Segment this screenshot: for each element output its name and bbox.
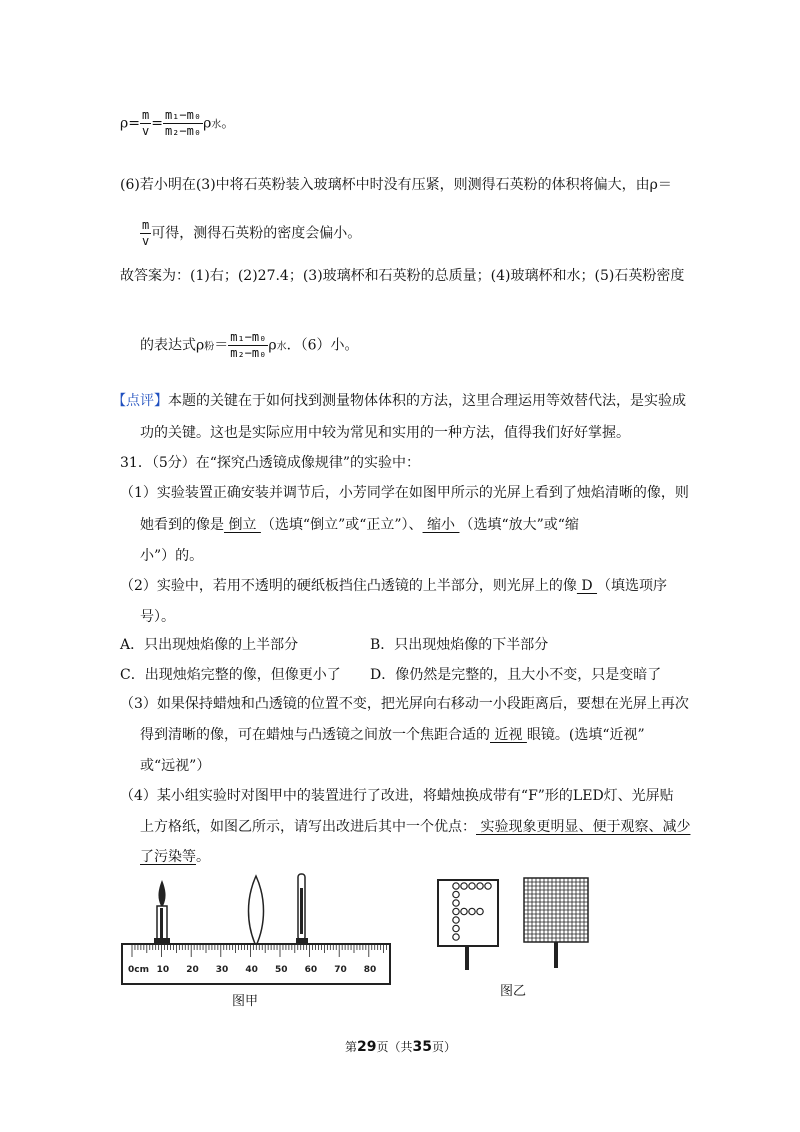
q2-line2: 号）。 bbox=[140, 609, 175, 625]
q3-line1: （3）如果保持蜡烛和凸透镜的位置不变，把光屏向右移动一小段距离后，要想在光屏上再次 bbox=[120, 696, 689, 712]
q4-line1: （4）某小组实验时对图甲中的装置进行了改进，将蜡烛换成带有“F”形的LED灯、光屏贴 bbox=[120, 788, 674, 804]
ruler-tick-label: 40 bbox=[245, 965, 258, 975]
ruler-tick-label: 0cm bbox=[128, 965, 149, 975]
answer-blank: D bbox=[576, 578, 598, 594]
figure-b-caption: 图乙 bbox=[500, 984, 527, 999]
page-number: 29 bbox=[357, 1039, 377, 1055]
q2-line1: （2）实验中，若用不透明的硬纸板挡住凸透镜的上半部分，则光屏上的像 D （填选项序 bbox=[120, 578, 668, 594]
q3-line2: 得到清晰的像，可在蜡烛与凸透镜之间放一个焦距合适的 近视 眼镜。(选填“近视” bbox=[140, 727, 645, 743]
convex-lens-icon bbox=[249, 876, 264, 952]
answer-blank: 了污染等 bbox=[140, 849, 196, 865]
light-screen-icon bbox=[296, 874, 308, 944]
q3-line3: 或“远视”） bbox=[140, 758, 211, 774]
led-and-grid-figure bbox=[434, 874, 614, 974]
grid-screen bbox=[524, 878, 588, 968]
answer-line1: 故答案为：(1)右；(2)27.4；(3)玻璃杯和石英粉的总质量；(4)玻璃杯和水；(5)石英粉密度 bbox=[120, 268, 685, 284]
ruler-tick-label: 80 bbox=[363, 965, 377, 975]
q1-line3: 小”）的。 bbox=[140, 548, 204, 564]
m-over-v: $\frac{m}{v}$ bbox=[142, 218, 150, 248]
option-d: D．像仍然是完整的，且大小不变，只是变暗了 bbox=[370, 667, 662, 683]
part6-line2: $\frac{m}{v}$ 可得，测得石英粉的密度会偏小。 bbox=[142, 218, 362, 248]
mass-ratio-fraction: $\frac{\text{m₁−m₀}}{\text{m₂−m₀}}$ bbox=[230, 330, 267, 360]
answer-blank: 缩小 bbox=[422, 517, 460, 533]
ruler-tick-label: 60 bbox=[304, 965, 318, 975]
optical-bench-figure bbox=[118, 868, 398, 988]
part6-line1: (6)若小明在(3)中将石英粉装入玻璃杯中时没有压紧，则测得石英粉的体积将偏大，由ρ＝ bbox=[120, 177, 672, 193]
page-footer: 第29页（共35页） bbox=[345, 1039, 457, 1055]
option-b: B．只出现烛焰像的下半部分 bbox=[370, 637, 549, 653]
answer-blank: 实验现象更明显、便于观察、减少 bbox=[476, 819, 691, 835]
led-f-board bbox=[438, 880, 498, 970]
ruler-tick-label: 10 bbox=[156, 965, 170, 975]
ruler-tick-label: 30 bbox=[215, 965, 229, 975]
answer-blank: 倒立 bbox=[224, 517, 261, 533]
ruler bbox=[122, 944, 390, 984]
ruler-tick-label: 70 bbox=[334, 965, 347, 975]
q4-line3: 了污染等。 bbox=[140, 849, 210, 865]
mass-ratio-fraction: $\frac{\text{m₁−m₀}}{\text{m₂−m₀}}$ bbox=[164, 108, 202, 138]
figure-a-caption: 图甲 bbox=[232, 994, 259, 1009]
density-formula: ρ= $\frac{m}{v}$ = $\frac{\text{m₁−m₀}}{\text{m₂−m₀}}$ ρ水。 bbox=[120, 108, 236, 138]
q1-line2: 她看到的像是 倒立 （选填“倒立”或“正立”）、 缩小 （选填“放大”或“缩 bbox=[140, 517, 579, 533]
q1-line1: （1）实验装置正确安装并调节后，小芳同学在如图甲所示的光屏上看到了烛焰清晰的像，则 bbox=[120, 485, 689, 501]
comment-tag: 【点评】 bbox=[112, 393, 168, 409]
m-over-v: $\frac{m}{v}$ bbox=[141, 108, 150, 138]
page-total: 35 bbox=[412, 1039, 432, 1055]
ruler-tick-label: 20 bbox=[186, 965, 199, 975]
comment-line1: 【点评】本题的关键在于如何找到测量物体体积的方法，这里合理运用等效替代法，是实验成 bbox=[112, 393, 686, 409]
option-c: C．出现烛焰完整的像，但像更小了 bbox=[120, 667, 341, 683]
answer-line2: 的表达式ρ粉＝ $\frac{\text{m₁−m₀}}{\text{m₂−m₀}}$ ρ水．（6）小。 bbox=[140, 330, 359, 360]
q4-line2: 上方格纸，如图乙所示，请写出改进后其中一个优点： 实验现象更明显、便于观察、减少 bbox=[140, 819, 691, 835]
candle-icon bbox=[154, 880, 170, 944]
comment-line2: 功的关键。这也是实际应用中较为常见和实用的一种方法，值得我们好好掌握。 bbox=[140, 425, 630, 441]
question-title: 31．（5分）在“探究凸透镜成像规律”的实验中： bbox=[120, 455, 421, 471]
option-a: A．只出现烛焰像的上半部分 bbox=[120, 637, 299, 653]
ruler-tick-label: 50 bbox=[275, 965, 288, 975]
answer-blank: 近视 bbox=[490, 727, 527, 743]
